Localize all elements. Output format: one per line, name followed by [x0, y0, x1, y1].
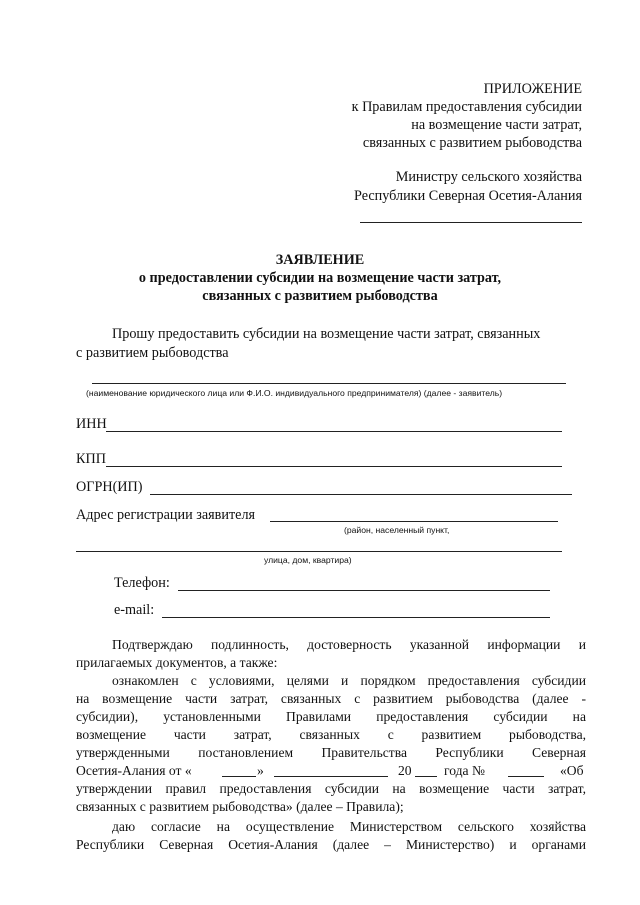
- address-caption-1: (район, населенный пункт,: [344, 525, 450, 535]
- kpp-field[interactable]: [106, 466, 562, 467]
- ogrn-field[interactable]: [150, 494, 572, 495]
- rules-reference-line-2: на возмещение части затрат,: [411, 117, 582, 133]
- addressee-signature-line[interactable]: [360, 222, 582, 223]
- terms-line-5: утвержденными постановлением Правительства Республики Северная: [76, 745, 586, 760]
- request-line-1: Прошу предоставить субсидии на возмещение части затрат, связанных: [112, 326, 541, 342]
- consent-line-1: даю согласие на осуществление Министерством сельского хозяйства: [112, 819, 586, 834]
- consent-line-2: Республики Северная Осетия-Алания (далее – Министерство) и органами: [76, 837, 586, 852]
- confirm-line-1: Подтверждаю подлинность, достоверность указанной информации и: [112, 637, 586, 652]
- inn-field[interactable]: [106, 431, 562, 432]
- document-subtitle-line-2: связанных с развитием рыбоводства: [202, 288, 438, 304]
- kpp-label: КПП: [76, 451, 106, 467]
- terms-line-7: утверждении правил предоставления субсидии на возмещение части затрат,: [76, 781, 586, 796]
- document-subtitle-line-1: о предоставлении субсидии на возмещение части затрат,: [138, 270, 502, 286]
- address-field-line-2[interactable]: [76, 551, 562, 552]
- terms-line-6-end: «Об: [560, 763, 584, 778]
- appendix-heading: ПРИЛОЖЕНИЕ: [483, 81, 582, 97]
- phone-field[interactable]: [178, 590, 550, 591]
- minister-line-2: Республики Северная Осетия-Алания: [353, 188, 582, 204]
- terms-line-8: связанных с развитием рыбоводства» (далее – Правила);: [76, 799, 404, 814]
- ogrn-label: ОГРН(ИП): [76, 479, 143, 495]
- decree-month-field[interactable]: [274, 776, 388, 777]
- phone-label: Телефон:: [114, 575, 170, 591]
- applicant-name-line[interactable]: [92, 383, 566, 384]
- email-label: e-mail:: [114, 602, 155, 618]
- decree-year-field[interactable]: [415, 776, 437, 777]
- inn-label: ИНН: [76, 416, 107, 432]
- terms-line-6-year-prefix: 20: [398, 763, 412, 778]
- email-field[interactable]: [162, 617, 550, 618]
- terms-line-4: возмещение части затрат, связанных с развитием рыбоводства,: [76, 727, 586, 742]
- terms-line-1: ознакомлен с условиями, целями и порядком предоставления субсидии: [112, 673, 586, 688]
- terms-line-6-start: Осетия-Алания от «: [76, 763, 192, 778]
- address-caption-2: улица, дом, квартира): [264, 555, 352, 565]
- rules-reference-line-3: связанных с развитием рыбоводства: [362, 135, 582, 151]
- terms-line-6-number-label: года №: [444, 763, 485, 778]
- minister-line-1: Министру сельского хозяйства: [395, 169, 582, 185]
- rules-reference-line-1: к Правилам предоставления субсидии: [351, 99, 582, 115]
- decree-day-field[interactable]: [222, 776, 256, 777]
- applicant-name-caption: (наименование юридического лица или Ф.И.О. индивидуального предпринимателя) (далее - заявитель): [86, 388, 503, 398]
- address-label: Адрес регистрации заявителя: [76, 507, 256, 523]
- document-title: ЗАЯВЛЕНИЕ: [275, 252, 365, 268]
- confirm-line-2: прилагаемых документов, а также:: [76, 655, 278, 670]
- address-field-line-1[interactable]: [270, 521, 558, 522]
- request-line-2: с развитием рыбоводства: [76, 345, 229, 361]
- terms-line-2: на возмещение части затрат, связанных с развитием рыбоводства (далее -: [76, 691, 586, 706]
- terms-line-6-quote: »: [257, 763, 264, 778]
- decree-number-field[interactable]: [508, 776, 544, 777]
- terms-line-3: субсидии), установленными Правилами предоставления субсидии на: [76, 709, 586, 724]
